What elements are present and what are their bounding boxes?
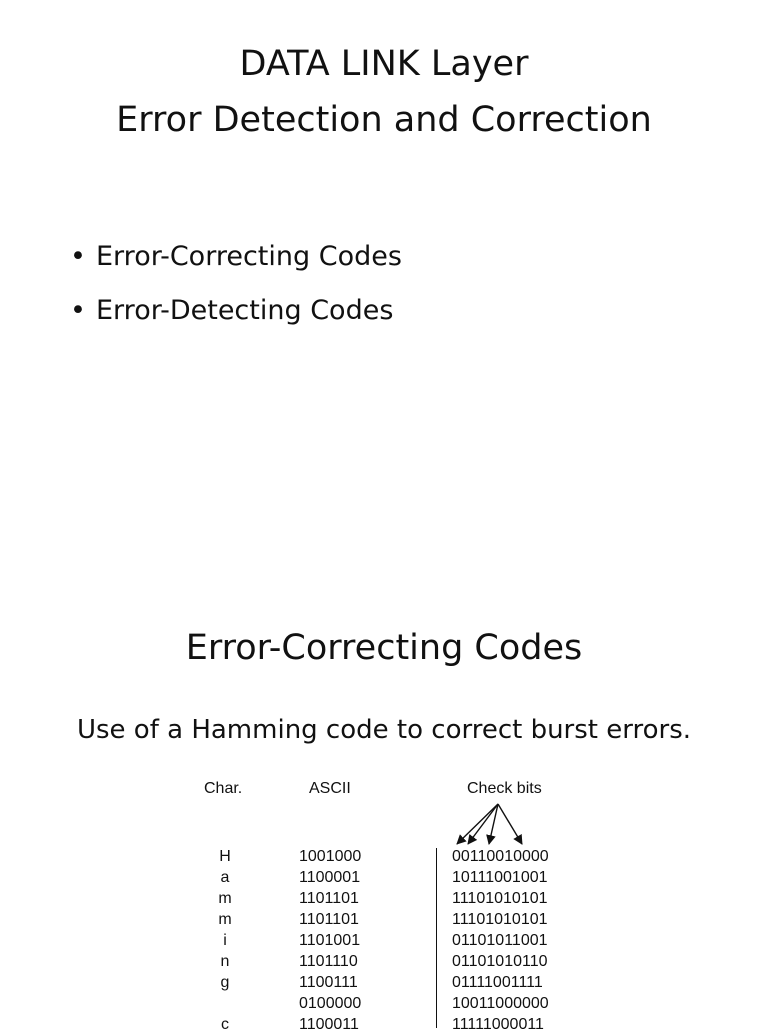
row-char: a xyxy=(220,869,230,886)
row-ascii: 1101001 xyxy=(299,932,361,949)
table-row xyxy=(0,867,768,888)
bullet-text: Error-Correcting Codes xyxy=(96,241,402,272)
slide-2-title: Error-Correcting Codes xyxy=(185,628,583,668)
row-check-bits: 11101010101 xyxy=(452,911,548,928)
table-row xyxy=(0,951,768,972)
row-ascii: 1100001 xyxy=(299,869,361,886)
row-check-bits: 00110010000 xyxy=(452,848,549,865)
row-char: m xyxy=(218,911,232,928)
row-ascii: 1100111 xyxy=(299,974,358,991)
row-check-bits: 10011000000 xyxy=(452,995,549,1012)
arrow-to-bit-1 xyxy=(457,804,498,844)
arrow-group xyxy=(457,804,522,844)
row-char: i xyxy=(223,932,227,949)
table-row xyxy=(0,972,768,993)
bullet-list xyxy=(70,230,402,338)
bullet-item xyxy=(70,230,402,284)
row-check-bits: 10111001001 xyxy=(452,869,548,886)
row-ascii: 1101110 xyxy=(299,953,358,970)
column-header-check-bits: Check bits xyxy=(467,780,542,797)
title-line-1: DATA LINK Layer xyxy=(239,44,529,84)
table-row xyxy=(0,846,768,867)
row-char: n xyxy=(220,953,230,970)
slide-2 xyxy=(0,576,768,1033)
row-check-bits: 11111000011 xyxy=(452,1016,544,1033)
arrow-to-bit-8 xyxy=(498,804,522,844)
table-row xyxy=(0,993,768,1014)
bullet-icon: • xyxy=(70,241,86,272)
row-ascii: 1001000 xyxy=(299,848,362,865)
row-char: c xyxy=(221,1016,229,1033)
hamming-figure xyxy=(0,776,768,1033)
row-check-bits: 01111001111 xyxy=(452,974,543,991)
bullet-icon: • xyxy=(70,295,86,326)
row-check-bits: 01101011001 xyxy=(452,932,548,949)
column-header-char: Char. xyxy=(204,780,243,797)
slide-2-subtitle: Use of a Hamming code to correct burst errors. xyxy=(76,715,692,745)
row-char: H xyxy=(219,848,231,865)
slide-1-title xyxy=(0,36,768,148)
row-ascii: 1100011 xyxy=(299,1016,359,1033)
row-char: g xyxy=(220,974,230,991)
bullet-item xyxy=(70,284,402,338)
row-check-bits: 01101010110 xyxy=(452,953,548,970)
row-char: m xyxy=(218,890,232,907)
column-header-ascii: ASCII xyxy=(309,780,351,797)
row-ascii: 0100000 xyxy=(299,995,362,1012)
row-ascii: 1101101 xyxy=(299,911,359,928)
table-row xyxy=(0,930,768,951)
table-row xyxy=(0,909,768,930)
table-row xyxy=(0,888,768,909)
row-ascii: 1101101 xyxy=(299,890,359,907)
row-check-bits: 11101010101 xyxy=(452,890,548,907)
table-row xyxy=(0,1014,768,1035)
title-line-2: Error Detection and Correction xyxy=(116,100,652,140)
bullet-text: Error-Detecting Codes xyxy=(96,295,394,326)
